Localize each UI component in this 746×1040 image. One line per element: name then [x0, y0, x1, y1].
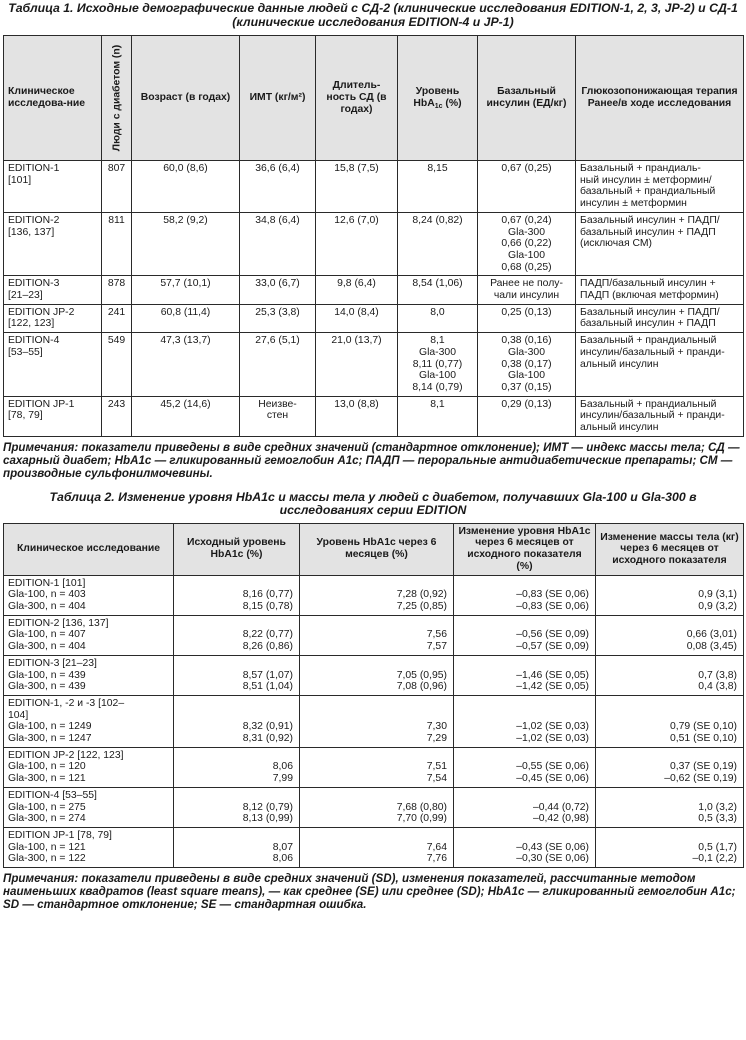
header-duration: Длитель-ность СД (в годах)	[316, 36, 398, 161]
cell-people: 807	[102, 161, 132, 213]
cell-baseline: 8,07 8,06	[174, 827, 300, 867]
cell-therapy: ПАДП/базальный инсулин + ПАДП (включая метформин)	[576, 276, 744, 304]
table2-body	[4, 575, 744, 867]
table-row	[4, 747, 744, 787]
cell-bmi: 25,3 (3,8)	[240, 304, 316, 332]
table1-caption: Таблица 1. Исходные демографические данные людей с СД-2 (клинические исследования EDITION-1, 2, 3, JP-2) и СД-1 (клинические исследования EDITION-4 и JP-1)	[8, 1, 738, 29]
cell-change-weight: 0,7 (3,8) 0,4 (3,8)	[596, 655, 744, 695]
cell-bmi: Неизве- стен	[240, 396, 316, 436]
cell-baseline: 8,12 (0,79) 8,13 (0,99)	[174, 787, 300, 827]
table-row	[4, 212, 744, 276]
cell-change-weight: 0,79 (SE 0,10) 0,51 (SE 0,10)	[596, 695, 744, 747]
cell-insulin: Ранее не полу- чали инсулин	[478, 276, 576, 304]
table2-header-row	[4, 523, 744, 575]
header-t2-baseline: Исходный уровень HbA1c (%)	[174, 523, 300, 575]
table-row	[4, 655, 744, 695]
cell-study: EDITION JP-2 [122, 123]	[4, 304, 102, 332]
cell-people: 878	[102, 276, 132, 304]
cell-study: EDITION-2 [136, 137] Gla-100, n = 407 Gla-300, n = 404	[4, 615, 174, 655]
cell-study: EDITION JP-1 [78, 79] Gla-100, n = 121 Gla-300, n = 122	[4, 827, 174, 867]
header-people	[102, 36, 132, 161]
cell-change-hba1c: –1,46 (SE 0,05) –1,42 (SE 0,05)	[454, 655, 596, 695]
cell-duration: 14,0 (8,4)	[316, 304, 398, 332]
table1	[3, 35, 744, 437]
cell-people: 811	[102, 212, 132, 276]
cell-change-weight: 1,0 (3,2) 0,5 (3,3)	[596, 787, 744, 827]
cell-hba1c: 8,1	[398, 396, 478, 436]
cell-study: EDITION-4 [53–55]	[4, 333, 102, 397]
cell-therapy: Базальный + прандиальный инсулин/базальный + пранди- альный инсулин	[576, 396, 744, 436]
table-row	[4, 276, 744, 304]
cell-insulin: 0,67 (0,24) Gla-300 0,66 (0,22) Gla-100 0,68 (0,25)	[478, 212, 576, 276]
document-page	[3, 2, 743, 911]
cell-month6: 7,51 7,54	[300, 747, 454, 787]
cell-age: 57,7 (10,1)	[132, 276, 240, 304]
table-row	[4, 396, 744, 436]
cell-change-hba1c: –1,02 (SE 0,03) –1,02 (SE 0,03)	[454, 695, 596, 747]
table2	[3, 523, 744, 868]
cell-study: EDITION JP-2 [122, 123] Gla-100, n = 120 Gla-300, n = 121	[4, 747, 174, 787]
header-hba1c: Уровень HbA$_{1c}$ (%)	[398, 36, 478, 161]
cell-insulin: 0,29 (0,13)	[478, 396, 576, 436]
cell-study: EDITION-1 [101]	[4, 161, 102, 213]
cell-baseline: 8,57 (1,07) 8,51 (1,04)	[174, 655, 300, 695]
cell-bmi: 27,6 (5,1)	[240, 333, 316, 397]
cell-insulin: 0,67 (0,25)	[478, 161, 576, 213]
cell-bmi: 34,8 (6,4)	[240, 212, 316, 276]
cell-change-hba1c: –0,43 (SE 0,06) –0,30 (SE 0,06)	[454, 827, 596, 867]
table1-body	[4, 161, 744, 437]
table2-caption: Таблица 2. Изменение уровня HbA1c и массы тела у людей с диабетом, получавших Gla-100 и Gla-300 в исследованиях серии EDITION	[49, 489, 697, 518]
table-row	[4, 161, 744, 213]
cell-age: 60,8 (11,4)	[132, 304, 240, 332]
cell-bmi: 33,0 (6,7)	[240, 276, 316, 304]
cell-hba1c: 8,15	[398, 161, 478, 213]
cell-study: EDITION JP-1 [78, 79]	[4, 396, 102, 436]
cell-study: EDITION-3 [21–23] Gla-100, n = 439 Gla-300, n = 439	[4, 655, 174, 695]
header-people-label: Люди с диабетом (n)	[110, 44, 122, 152]
cell-people: 241	[102, 304, 132, 332]
cell-change-weight: 0,37 (SE 0,19) –0,62 (SE 0,19)	[596, 747, 744, 787]
cell-baseline: 8,06 7,99	[174, 747, 300, 787]
header-t2-change-weight: Изменение массы тела (кг) через 6 месяцев от исходного показателя	[596, 523, 744, 575]
cell-duration: 15,8 (7,5)	[316, 161, 398, 213]
header-t2-month6: Уровень HbA1c через 6 месяцев (%)	[300, 523, 454, 575]
cell-insulin: 0,38 (0,16) Gla-300 0,38 (0,17) Gla-100 0,37 (0,15)	[478, 333, 576, 397]
cell-change-hba1c: –0,55 (SE 0,06) –0,45 (SE 0,06)	[454, 747, 596, 787]
cell-duration: 12,6 (7,0)	[316, 212, 398, 276]
cell-study: EDITION-1 [101] Gla-100, n = 403 Gla-300, n = 404	[4, 575, 174, 615]
header-age: Возраст (в годах)	[132, 36, 240, 161]
cell-change-weight: 0,66 (3,01) 0,08 (3,45)	[596, 615, 744, 655]
cell-change-hba1c: –0,44 (0,72) –0,42 (0,98)	[454, 787, 596, 827]
cell-study: EDITION-4 [53–55] Gla-100, n = 275 Gla-300, n = 274	[4, 787, 174, 827]
cell-hba1c: 8,1 Gla-300 8,11 (0,77) Gla-100 8,14 (0,79)	[398, 333, 478, 397]
header-study: Клиническое исследова-ние	[4, 36, 102, 161]
header-therapy: Глюкозопонижающая терапия Ранее/в ходе исследования	[576, 36, 744, 161]
cell-study: EDITION-2 [136, 137]	[4, 212, 102, 276]
table-row	[4, 787, 744, 827]
table1-note: Примечания: показатели приведены в виде средних значений (стандартное отклонение); ИМТ — индекс массы тела; СД — сахарный диабет; HbA1c — гликированный гемоглобин A1c; ПАДП — пероральные антидиабетические препараты; СМ — производные сульфонилмочевины.	[3, 440, 740, 480]
cell-people: 243	[102, 396, 132, 436]
cell-therapy: Базальный + прандиаль- ный инсулин ± метформин/ базальный + прандиальный инсулин ± метформин	[576, 161, 744, 213]
cell-month6: 7,68 (0,80) 7,70 (0,99)	[300, 787, 454, 827]
cell-change-weight: 0,9 (3,1) 0,9 (3,2)	[596, 575, 744, 615]
cell-hba1c: 8,54 (1,06)	[398, 276, 478, 304]
cell-age: 58,2 (9,2)	[132, 212, 240, 276]
cell-study: EDITION-1, -2 и -3 [102– 104] Gla-100, n = 1249 Gla-300, n = 1247	[4, 695, 174, 747]
cell-baseline: 8,22 (0,77) 8,26 (0,86)	[174, 615, 300, 655]
header-insulin: Базальный инсулин (ЕД/кг)	[478, 36, 576, 161]
cell-month6: 7,30 7,29	[300, 695, 454, 747]
cell-age: 45,2 (14,6)	[132, 396, 240, 436]
table-row	[4, 304, 744, 332]
cell-hba1c: 8,24 (0,82)	[398, 212, 478, 276]
cell-baseline: 8,32 (0,91) 8,31 (0,92)	[174, 695, 300, 747]
cell-month6: 7,56 7,57	[300, 615, 454, 655]
cell-therapy: Базальный + прандиальный инсулин/базальный + пранди- альный инсулин	[576, 333, 744, 397]
table-row	[4, 827, 744, 867]
table2-note: Примечания: показатели приведены в виде средних значений (SD), изменения показателей, рассчитанные методом наименьших квадратов (least square means), — как среднее (SE) или среднее (SD); HbA1c — гликированный гемоглобин A1c; SD — стандартное отклонение; SE — стандартная ошибка.	[3, 872, 736, 912]
cell-age: 60,0 (8,6)	[132, 161, 240, 213]
cell-people: 549	[102, 333, 132, 397]
cell-baseline: 8,16 (0,77) 8,15 (0,78)	[174, 575, 300, 615]
cell-change-hba1c: –0,56 (SE 0,09) –0,57 (SE 0,09)	[454, 615, 596, 655]
header-t2-change-hba1c: Изменение уровня HbA1c через 6 месяцев от исходного показателя (%)	[454, 523, 596, 575]
header-t2-study: Клиническое исследование	[4, 523, 174, 575]
cell-duration: 9,8 (6,4)	[316, 276, 398, 304]
cell-change-hba1c: –0,83 (SE 0,06) –0,83 (SE 0,06)	[454, 575, 596, 615]
cell-insulin: 0,25 (0,13)	[478, 304, 576, 332]
cell-therapy: Базальный инсулин + ПАДП/ базальный инсулин + ПАДП (исключая СМ)	[576, 212, 744, 276]
cell-duration: 21,0 (13,7)	[316, 333, 398, 397]
table1-header-row	[4, 36, 744, 161]
cell-month6: 7,64 7,76	[300, 827, 454, 867]
cell-hba1c: 8,0	[398, 304, 478, 332]
table-row	[4, 695, 744, 747]
table-row	[4, 333, 744, 397]
cell-month6: 7,05 (0,95) 7,08 (0,96)	[300, 655, 454, 695]
cell-age: 47,3 (13,7)	[132, 333, 240, 397]
table-row	[4, 575, 744, 615]
cell-bmi: 36,6 (6,4)	[240, 161, 316, 213]
header-bmi: ИМТ (кг/м²)	[240, 36, 316, 161]
cell-study: EDITION-3 [21–23]	[4, 276, 102, 304]
cell-duration: 13,0 (8,8)	[316, 396, 398, 436]
cell-change-weight: 0,5 (1,7) –0,1 (2,2)	[596, 827, 744, 867]
table-row	[4, 615, 744, 655]
cell-therapy: Базальный инсулин + ПАДП/ базальный инсулин + ПАДП	[576, 304, 744, 332]
cell-month6: 7,28 (0,92) 7,25 (0,85)	[300, 575, 454, 615]
